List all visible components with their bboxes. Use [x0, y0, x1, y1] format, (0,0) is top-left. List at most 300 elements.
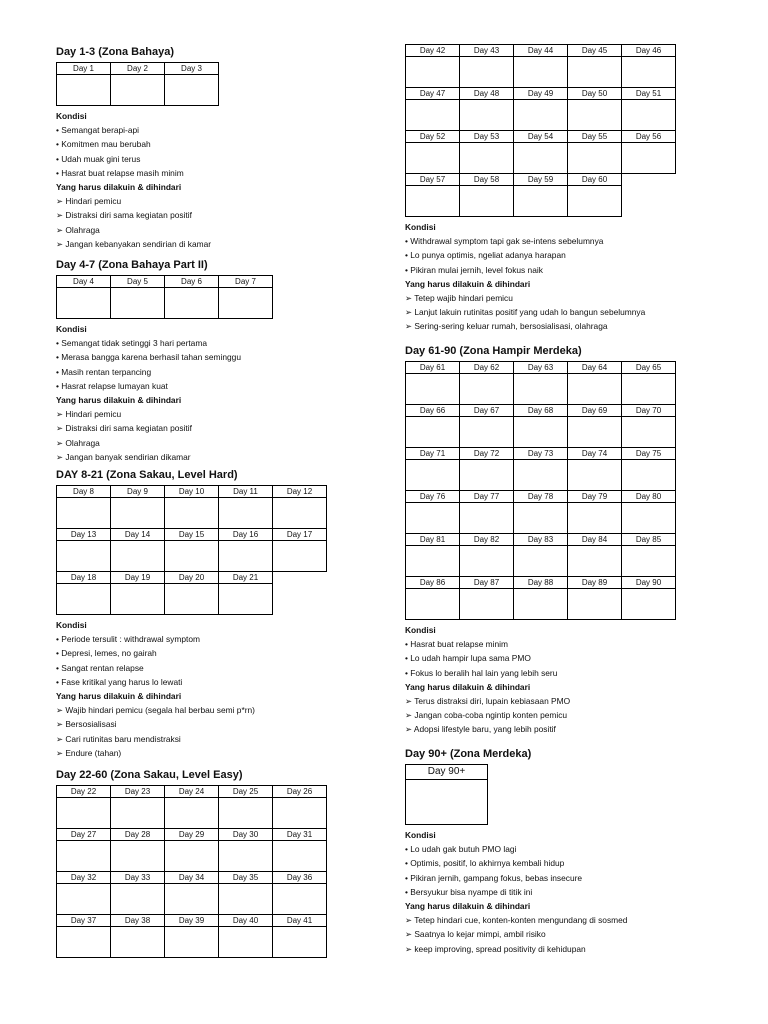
actions-heading: Yang harus dilakuin & dihindari [405, 901, 531, 912]
day-label: Day 23 [111, 786, 165, 798]
day-checkbox[interactable] [111, 884, 165, 915]
day-label: Day 74 [568, 448, 622, 460]
day-box-row [57, 541, 327, 572]
day-label: Day 42 [406, 45, 460, 57]
condition-item: • Masih rentan terpancing [56, 366, 152, 377]
day-label: Day 20 [165, 572, 219, 584]
day-tracker-grid [405, 44, 676, 217]
day-checkbox[interactable] [514, 186, 568, 217]
day-checkbox[interactable] [406, 374, 460, 405]
day-checkbox[interactable] [219, 841, 273, 872]
day-checkbox[interactable] [57, 927, 111, 958]
day-box-row [57, 288, 273, 319]
day-checkbox[interactable] [219, 798, 273, 829]
day-box-row [57, 584, 327, 615]
day-checkbox[interactable] [568, 460, 622, 491]
phase-title: Day 61-90 (Zona Hampir Merdeka) [405, 345, 582, 357]
day-label: Day 83 [514, 534, 568, 546]
day-label: Day 54 [514, 131, 568, 143]
day-label: Day 17 [273, 529, 327, 541]
kondisi-heading: Kondisi [56, 620, 87, 630]
action-item: ➢ Lanjut lakuin rutinitas positif yang udah lo bangun sebelumnya [405, 307, 646, 318]
day-checkbox[interactable] [568, 417, 622, 448]
conditions-block [56, 618, 327, 760]
day-label: Day 60 [568, 174, 622, 186]
day-checkbox[interactable] [111, 288, 165, 319]
condition-item: • Sangat rentan relapse [56, 662, 144, 673]
day-label: Day 52 [406, 131, 460, 143]
action-item: ➢ Olahraga [56, 224, 100, 235]
day-checkbox[interactable] [165, 541, 219, 572]
day-checkbox[interactable] [219, 884, 273, 915]
day-checkbox[interactable] [165, 927, 219, 958]
action-item: ➢ Jangan kebanyakan sendirian di kamar [56, 238, 212, 249]
day-checkbox[interactable] [165, 841, 219, 872]
phase-section [405, 746, 627, 956]
day-checkbox[interactable] [57, 841, 111, 872]
day-checkbox[interactable] [568, 503, 622, 534]
action-item: ➢ keep improving, spread positivity di kehidupan [405, 943, 586, 954]
day-checkbox[interactable] [406, 780, 488, 825]
day-label: Day 77 [460, 491, 514, 503]
action-item: ➢ Hindari pemicu [56, 409, 122, 420]
day-label: Day 67 [460, 405, 514, 417]
condition-item: • Udah muak gini terus [56, 153, 141, 164]
empty-cell [273, 584, 327, 615]
day-label: Day 7 [219, 276, 273, 288]
day-label: Day 22 [57, 786, 111, 798]
day-label: Day 1 [57, 63, 111, 75]
day-checkbox[interactable] [165, 498, 219, 529]
day-label: Day 89 [568, 577, 622, 589]
day-label: Day 15 [165, 529, 219, 541]
condition-item: • Periode tersulit : withdrawal symptom [56, 634, 200, 645]
condition-item: • Hasrat buat relapse masih minim [56, 167, 184, 178]
day-label: Day 30 [219, 829, 273, 841]
day-checkbox[interactable] [460, 57, 514, 88]
conditions-block [56, 109, 219, 251]
day-label: Day 84 [568, 534, 622, 546]
day-checkbox[interactable] [111, 798, 165, 829]
condition-item: • Lo udah gak butuh PMO lagi [405, 844, 517, 855]
day-checkbox[interactable] [406, 417, 460, 448]
phase-section-continued [405, 44, 676, 334]
day-label: Day 13 [57, 529, 111, 541]
empty-cell [273, 572, 327, 584]
day-box-row [406, 460, 676, 491]
day-checkbox[interactable] [460, 546, 514, 577]
day-label: Day 9 [111, 486, 165, 498]
day-checkbox[interactable] [165, 288, 219, 319]
condition-item: • Hasrat relapse lumayan kuat [56, 380, 168, 391]
day-label: Day 63 [514, 362, 568, 374]
day-label: Day 27 [57, 829, 111, 841]
day-label: Day 57 [406, 174, 460, 186]
phase-title: DAY 8-21 (Zona Sakau, Level Hard) [56, 469, 238, 481]
day-checkbox[interactable] [514, 460, 568, 491]
day-checkbox[interactable] [57, 884, 111, 915]
day-label: Day 66 [406, 405, 460, 417]
day-label: Day 24 [165, 786, 219, 798]
day-checkbox[interactable] [57, 541, 111, 572]
day-label: Day 90 [622, 577, 676, 589]
day-checkbox[interactable] [406, 57, 460, 88]
day-checkbox[interactable] [568, 143, 622, 174]
phase-title: Day 4-7 (Zona Bahaya Part II) [56, 259, 208, 271]
day-label: Day 39 [165, 915, 219, 927]
day-checkbox[interactable] [622, 589, 676, 620]
day-checkbox[interactable] [568, 186, 622, 217]
day-box-row [406, 546, 676, 577]
day-label: Day 19 [111, 572, 165, 584]
day-label-row [57, 572, 327, 584]
day-label-row [57, 915, 327, 927]
day-label: Day 87 [460, 577, 514, 589]
day-label: Day 29 [165, 829, 219, 841]
kondisi-heading: Kondisi [405, 830, 436, 840]
day-checkbox[interactable] [406, 503, 460, 534]
day-checkbox[interactable] [219, 584, 273, 615]
day-checkbox[interactable] [406, 589, 460, 620]
condition-item: • Lo punya optimis, ngeliat adanya harapan [405, 250, 566, 261]
day-label-row [406, 131, 676, 143]
day-tracker-grid [56, 62, 219, 106]
condition-item: • Semangat tidak setinggi 3 hari pertama [56, 338, 207, 349]
day-label: Day 88 [514, 577, 568, 589]
day-checkbox[interactable] [460, 100, 514, 131]
day-label-row [406, 765, 488, 780]
day-box-row [406, 503, 676, 534]
phase-section [56, 467, 327, 760]
actions-heading: Yang harus dilakuin & dihindari [405, 278, 531, 289]
day-label-row [406, 45, 676, 57]
day-label: Day 81 [406, 534, 460, 546]
day-checkbox[interactable] [57, 288, 111, 319]
action-item: ➢ Endure (tahan) [56, 747, 122, 758]
condition-item: • Bersyukur bisa nyampe di titik ini [405, 886, 533, 897]
day-checkbox[interactable] [460, 186, 514, 217]
day-label-row [57, 63, 219, 75]
day-label: Day 14 [111, 529, 165, 541]
empty-cell [622, 186, 676, 217]
day-label: Day 90+ [406, 765, 488, 780]
action-item: ➢ Hindari pemicu [56, 196, 122, 207]
day-label: Day 43 [460, 45, 514, 57]
day-label: Day 21 [219, 572, 273, 584]
day-label: Day 2 [111, 63, 165, 75]
day-checkbox[interactable] [622, 57, 676, 88]
day-checkbox[interactable] [111, 584, 165, 615]
day-checkbox[interactable] [514, 589, 568, 620]
condition-item: • Optimis, positif, lo akhirnya kembali hidup [405, 858, 565, 869]
day-checkbox[interactable] [622, 143, 676, 174]
day-label: Day 45 [568, 45, 622, 57]
day-label: Day 61 [406, 362, 460, 374]
day-label: Day 55 [568, 131, 622, 143]
phase-section [56, 767, 327, 958]
day-label: Day 80 [622, 491, 676, 503]
condition-item: • Fokus lo beralih hal lain yang lebih seru [405, 667, 558, 678]
day-label: Day 47 [406, 88, 460, 100]
day-checkbox[interactable] [111, 498, 165, 529]
day-checkbox[interactable] [57, 584, 111, 615]
day-box-row [57, 841, 327, 872]
day-label: Day 38 [111, 915, 165, 927]
action-item: ➢ Wajib hindari pemicu (segala hal berbau semi p*rn) [56, 705, 255, 716]
action-item: ➢ Jangan coba-coba ngintip konten pemicu [405, 710, 568, 721]
day-label: Day 16 [219, 529, 273, 541]
day-label: Day 70 [622, 405, 676, 417]
day-tracker-grid [405, 764, 488, 825]
day-checkbox[interactable] [406, 546, 460, 577]
day-checkbox[interactable] [460, 460, 514, 491]
day-checkbox[interactable] [568, 100, 622, 131]
conditions-block [405, 220, 676, 334]
day-checkbox[interactable] [460, 143, 514, 174]
day-label: Day 79 [568, 491, 622, 503]
day-label: Day 59 [514, 174, 568, 186]
day-label: Day 46 [622, 45, 676, 57]
action-item: ➢ Sering-sering keluar rumah, bersosialisasi, olahraga [405, 321, 608, 332]
day-checkbox[interactable] [219, 927, 273, 958]
kondisi-heading: Kondisi [405, 222, 436, 232]
actions-heading: Yang harus dilakuin & dihindari [56, 691, 182, 702]
day-label: Day 73 [514, 448, 568, 460]
day-label: Day 50 [568, 88, 622, 100]
day-label: Day 75 [622, 448, 676, 460]
action-item: ➢ Saatnya lo kejar mimpi, ambil risiko [405, 929, 546, 940]
phase-title: Day 90+ (Zona Merdeka) [405, 748, 532, 760]
day-checkbox[interactable] [57, 498, 111, 529]
day-label: Day 64 [568, 362, 622, 374]
phase-section [56, 44, 219, 251]
day-box-row [406, 374, 676, 405]
condition-item: • Merasa bangga karena berhasil tahan seminggu [56, 352, 241, 363]
day-label-row [406, 534, 676, 546]
day-checkbox[interactable] [622, 546, 676, 577]
day-label: Day 56 [622, 131, 676, 143]
day-label: Day 28 [111, 829, 165, 841]
day-checkbox[interactable] [460, 503, 514, 534]
day-box-row [406, 417, 676, 448]
day-label: Day 69 [568, 405, 622, 417]
day-checkbox[interactable] [514, 57, 568, 88]
day-box-row [57, 75, 219, 106]
actions-heading: Yang harus dilakuin & dihindari [56, 395, 182, 406]
day-checkbox[interactable] [622, 374, 676, 405]
day-label-row [406, 577, 676, 589]
day-label-row [57, 276, 273, 288]
day-checkbox[interactable] [57, 75, 111, 106]
day-label: Day 26 [273, 786, 327, 798]
condition-item: • Fase kritikal yang harus lo lewati [56, 676, 183, 687]
action-item: ➢ Cari rutinitas baru mendistraksi [56, 733, 181, 744]
day-checkbox[interactable] [57, 798, 111, 829]
day-label: Day 32 [57, 872, 111, 884]
action-item: ➢ Olahraga [56, 437, 100, 448]
action-item: ➢ Bersosialisasi [56, 719, 117, 730]
day-label: Day 12 [273, 486, 327, 498]
empty-cell [622, 174, 676, 186]
day-checkbox[interactable] [406, 100, 460, 131]
day-checkbox[interactable] [219, 498, 273, 529]
day-checkbox[interactable] [622, 417, 676, 448]
day-label: Day 33 [111, 872, 165, 884]
day-tracker-grid [56, 485, 327, 615]
day-label: Day 34 [165, 872, 219, 884]
day-label-row [406, 448, 676, 460]
day-label: Day 65 [622, 362, 676, 374]
condition-item: • Pikiran mulai jernih, level fokus naik [405, 264, 543, 275]
day-checkbox[interactable] [406, 143, 460, 174]
kondisi-heading: Kondisi [56, 111, 87, 121]
day-checkbox[interactable] [219, 541, 273, 572]
day-label: Day 85 [622, 534, 676, 546]
day-label: Day 58 [460, 174, 514, 186]
day-label-row [57, 786, 327, 798]
day-label: Day 51 [622, 88, 676, 100]
day-checkbox[interactable] [622, 100, 676, 131]
kondisi-heading: Kondisi [56, 324, 87, 334]
day-label-row [57, 529, 327, 541]
day-checkbox[interactable] [406, 460, 460, 491]
day-label: Day 18 [57, 572, 111, 584]
conditions-block [405, 623, 676, 737]
day-checkbox[interactable] [165, 75, 219, 106]
day-box-row [406, 143, 676, 174]
action-item: ➢ Adopsi lifestyle baru, yang lebih positif [405, 724, 556, 735]
day-checkbox[interactable] [111, 541, 165, 572]
day-label: Day 49 [514, 88, 568, 100]
day-label: Day 4 [57, 276, 111, 288]
conditions-block [56, 322, 273, 464]
day-checkbox[interactable] [460, 589, 514, 620]
day-label-row [406, 405, 676, 417]
day-label: Day 25 [219, 786, 273, 798]
day-label: Day 78 [514, 491, 568, 503]
actions-heading: Yang harus dilakuin & dihindari [405, 681, 531, 692]
day-label: Day 5 [111, 276, 165, 288]
day-label: Day 53 [460, 131, 514, 143]
day-checkbox[interactable] [165, 884, 219, 915]
day-label: Day 36 [273, 872, 327, 884]
day-tracker-grid [56, 275, 273, 319]
day-label: Day 76 [406, 491, 460, 503]
condition-item: • Komitmen mau berubah [56, 139, 151, 150]
day-checkbox[interactable] [514, 143, 568, 174]
day-checkbox[interactable] [273, 841, 327, 872]
day-label: Day 68 [514, 405, 568, 417]
phase-section [405, 343, 676, 737]
day-checkbox[interactable] [622, 503, 676, 534]
day-tracker-grid [56, 785, 327, 958]
day-checkbox[interactable] [111, 841, 165, 872]
day-label: Day 48 [460, 88, 514, 100]
conditions-block [405, 828, 627, 956]
phase-section [56, 257, 273, 464]
action-item: ➢ Distraksi diri sama kegiatan positif [56, 423, 192, 434]
day-checkbox[interactable] [111, 75, 165, 106]
kondisi-heading: Kondisi [405, 625, 436, 635]
day-box-row [57, 498, 327, 529]
day-checkbox[interactable] [460, 417, 514, 448]
day-checkbox[interactable] [514, 417, 568, 448]
day-checkbox[interactable] [568, 57, 622, 88]
day-checkbox[interactable] [568, 374, 622, 405]
action-item: ➢ Tetep wajib hindari pemicu [405, 293, 513, 304]
actions-heading: Yang harus dilakuin & dihindari [56, 182, 182, 193]
condition-item: • Depresi, lemes, no gairah [56, 648, 157, 659]
condition-item: • Lo udah hampir lupa sama PMO [405, 653, 531, 664]
day-label-row [406, 174, 676, 186]
condition-item: • Pikiran jernih, gampang fokus, bebas insecure [405, 872, 583, 883]
day-checkbox[interactable] [165, 798, 219, 829]
day-box-row [406, 186, 676, 217]
day-checkbox[interactable] [514, 100, 568, 131]
day-label: Day 37 [57, 915, 111, 927]
condition-item: • Hasrat buat relapse minim [405, 639, 509, 650]
day-box-row [406, 57, 676, 88]
day-label: Day 72 [460, 448, 514, 460]
day-label-row [57, 829, 327, 841]
day-label: Day 71 [406, 448, 460, 460]
day-checkbox[interactable] [273, 884, 327, 915]
day-checkbox[interactable] [273, 498, 327, 529]
day-checkbox[interactable] [111, 927, 165, 958]
day-label: Day 31 [273, 829, 327, 841]
day-label-row [57, 872, 327, 884]
day-checkbox[interactable] [514, 374, 568, 405]
day-tracker-grid [405, 361, 676, 620]
day-box-row [57, 798, 327, 829]
day-label: Day 44 [514, 45, 568, 57]
phase-title: Day 1-3 (Zona Bahaya) [56, 46, 174, 58]
day-checkbox[interactable] [273, 798, 327, 829]
condition-item: • Semangat berapi-api [56, 125, 140, 136]
day-label-row [57, 486, 327, 498]
action-item: ➢ Terus distraksi diri, lupain kebiasaan PMO [405, 696, 571, 707]
day-checkbox[interactable] [568, 546, 622, 577]
day-label: Day 82 [460, 534, 514, 546]
day-checkbox[interactable] [514, 546, 568, 577]
day-label-row [406, 88, 676, 100]
day-checkbox[interactable] [273, 927, 327, 958]
day-box-row [406, 780, 488, 825]
day-checkbox[interactable] [460, 374, 514, 405]
day-box-row [406, 589, 676, 620]
day-label: Day 10 [165, 486, 219, 498]
day-checkbox[interactable] [219, 288, 273, 319]
day-checkbox[interactable] [406, 186, 460, 217]
day-label: Day 11 [219, 486, 273, 498]
day-checkbox[interactable] [273, 541, 327, 572]
condition-item: • Withdrawal symptom tapi gak se-intens sebelumnya [405, 236, 604, 247]
day-checkbox[interactable] [165, 584, 219, 615]
day-label-row [406, 491, 676, 503]
day-label: Day 86 [406, 577, 460, 589]
day-label: Day 41 [273, 915, 327, 927]
action-item: ➢ Jangan banyak sendirian dikamar [56, 451, 191, 462]
day-label: Day 40 [219, 915, 273, 927]
day-checkbox[interactable] [568, 589, 622, 620]
day-checkbox[interactable] [514, 503, 568, 534]
day-label: Day 3 [165, 63, 219, 75]
phase-title: Day 22-60 (Zona Sakau, Level Easy) [56, 769, 243, 781]
action-item: ➢ Tetep hindari cue, konten-konten mengundang di sosmed [405, 915, 628, 926]
day-checkbox[interactable] [622, 460, 676, 491]
day-box-row [57, 927, 327, 958]
day-label: Day 35 [219, 872, 273, 884]
